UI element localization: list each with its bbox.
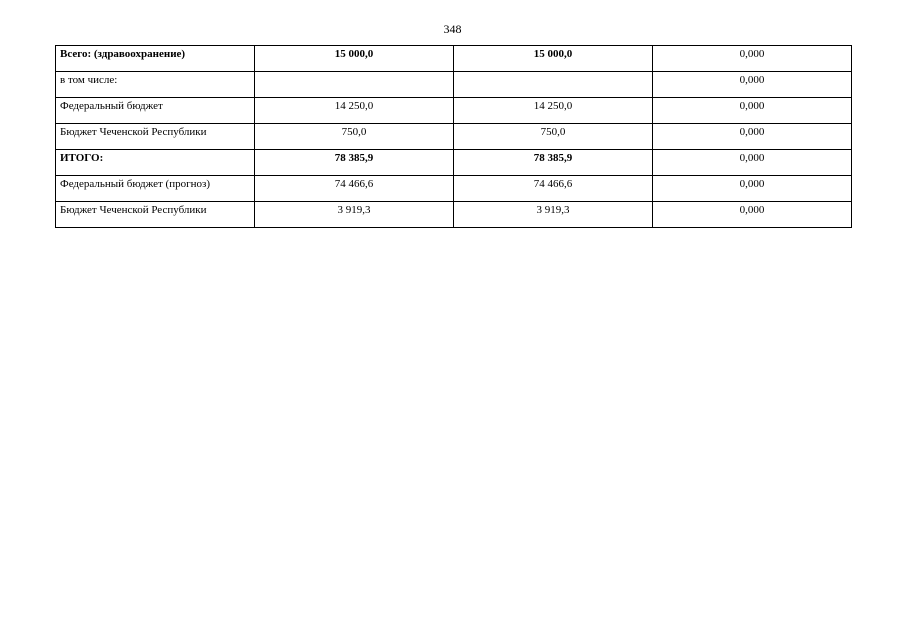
cell-col3: 0,000 [653,98,852,124]
cell-col3: 0,000 [653,124,852,150]
row-label: Бюджет Чеченской Республики [56,124,255,150]
table-row [56,124,852,150]
cell-col1: 15 000,0 [255,46,454,72]
row-label: Всего: (здравоохранение) [56,46,255,72]
cell-col2: 15 000,0 [454,46,653,72]
cell-col2 [454,72,653,98]
cell-col1: 74 466,6 [255,176,454,202]
table-row [56,202,852,228]
budget-table [55,45,852,228]
row-label: Федеральный бюджет [56,98,255,124]
cell-col2: 74 466,6 [454,176,653,202]
row-label: ИТОГО: [56,150,255,176]
cell-col1: 3 919,3 [255,202,454,228]
cell-col3: 0,000 [653,150,852,176]
cell-col3: 0,000 [653,176,852,202]
cell-col3: 0,000 [653,202,852,228]
cell-col2: 14 250,0 [454,98,653,124]
cell-col1: 750,0 [255,124,454,150]
cell-col2: 750,0 [454,124,653,150]
table-row [56,150,852,176]
row-label: Федеральный бюджет (прогноз) [56,176,255,202]
table-row [56,46,852,72]
cell-col3: 0,000 [653,46,852,72]
page-number: 348 [443,22,462,36]
cell-col1 [255,72,454,98]
cell-col1: 78 385,9 [255,150,454,176]
table-row [56,176,852,202]
cell-col3: 0,000 [653,72,852,98]
row-label: в том числе: [56,72,255,98]
table-row [56,98,852,124]
cell-col2: 3 919,3 [454,202,653,228]
cell-col1: 14 250,0 [255,98,454,124]
cell-col2: 78 385,9 [454,150,653,176]
row-label: Бюджет Чеченской Республики [56,202,255,228]
table-row [56,72,852,98]
